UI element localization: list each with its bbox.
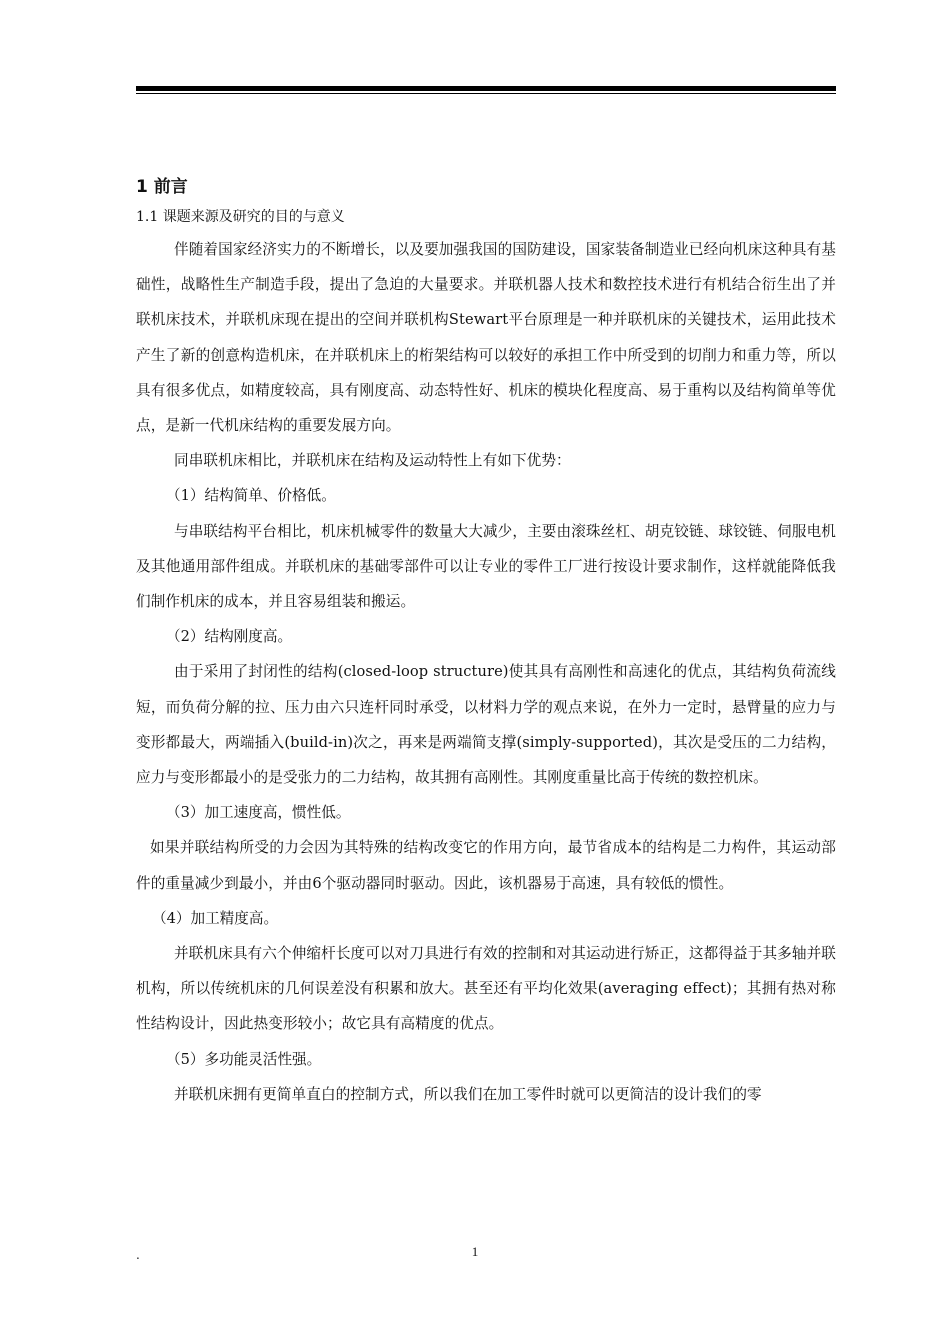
paragraph-item-3: 如果并联结构所受的力会因为其特殊的结构改变它的作用方向，最节省成本的结构是二力构件，其运动部件的重量减少到最小，并由6个驱动器同时驱动。因此，该机器易于高速，具有较低的惯性。 bbox=[136, 839, 836, 892]
paragraph-item-4: 并联机床具有六个伸缩杆长度可以对刀具进行有效的控制和对其运动进行矫正，这都得益于其多轴并联机构，所以传统机床的几何误差没有积累和放大。甚至还有平均化效果(averaging effect)；其拥有热对称性结构设计，因此热变形较小；故它具有高精度的优点。 bbox=[136, 945, 836, 1033]
paragraph-intro: 伴随着国家经济实力的不断增长，以及要加强我国的国防建设，国家装备制造业已经向机床这种具有基础性，战略性生产制造手段，提出了急迫的大量要求。并联机器人技术和数控技术进行有机结合衍生出了并联机床技术，并联机床现在提出的空间并联机构Stewart平台原理是一种并联机床的关键技术，运用此技术产生了新的创意构造机床，在并联机床上的桁架结构可以较好的承担工作中所受到的切削力和重力等，所以具有很多优点，如精度较高，具有刚度高、动态特性好、机床的模块化程度高、易于重构以及结构简单等优点，是新一代机床结构的重要发展方向。 bbox=[136, 241, 836, 435]
list-item-2: （2）结构刚度高。 bbox=[166, 628, 293, 646]
list-item-3: （3）加工速度高，惯性低。 bbox=[166, 804, 351, 822]
header-rule-thin bbox=[136, 93, 836, 94]
list-item-1: （1）结构简单、价格低。 bbox=[166, 487, 336, 505]
header-rule-thick bbox=[136, 86, 836, 91]
list-item-4: （4）加工精度高。 bbox=[152, 909, 279, 927]
paragraph-item-2: 由于采用了封闭性的结构(closed-loop structure)使其具有高刚性和高速化的优点，其结构负荷流线短，而负荷分解的拉、压力由六只连杆同时承受，以材料力学的观点来说，在外力一定时，悬臂量的应力与变形都最大，两端插入(build-in)次之，再来是两端简支撑(simply-supported)，其次是受压的二力结构，应力与变形都最小的是受张力的二力结构，故其拥有高刚性。其刚度重量比高于传统的数控机床。 bbox=[136, 663, 836, 787]
paragraph-compare: 同串联机床相比，并联机床在结构及运动特性上有如下优势： bbox=[174, 452, 571, 470]
footer-dot: . bbox=[136, 1248, 140, 1262]
list-item-5: （5）多功能灵活性强。 bbox=[166, 1050, 322, 1068]
section-heading: 1.1 课题来源及研究的目的与意义 bbox=[136, 209, 345, 225]
document-body bbox=[136, 172, 836, 1112]
chapter-heading: 1 前言 bbox=[136, 177, 188, 197]
paragraph-item-5: 并联机床拥有更简单直白的控制方式，所以我们在加工零件时就可以更简洁的设计我们的零 bbox=[174, 1085, 762, 1103]
page-number: 1 bbox=[471, 1244, 479, 1259]
paragraph-item-1: 与串联结构平台相比，机床机械零件的数量大大减少，主要由滚珠丝杠、胡克铰链、球铰链、伺服电机及其他通用部件组成。并联机床的基础零部件可以让专业的零件工厂进行按设计要求制作，这样就能降低我们制作机床的成本，并且容易组装和搬运。 bbox=[136, 522, 836, 611]
